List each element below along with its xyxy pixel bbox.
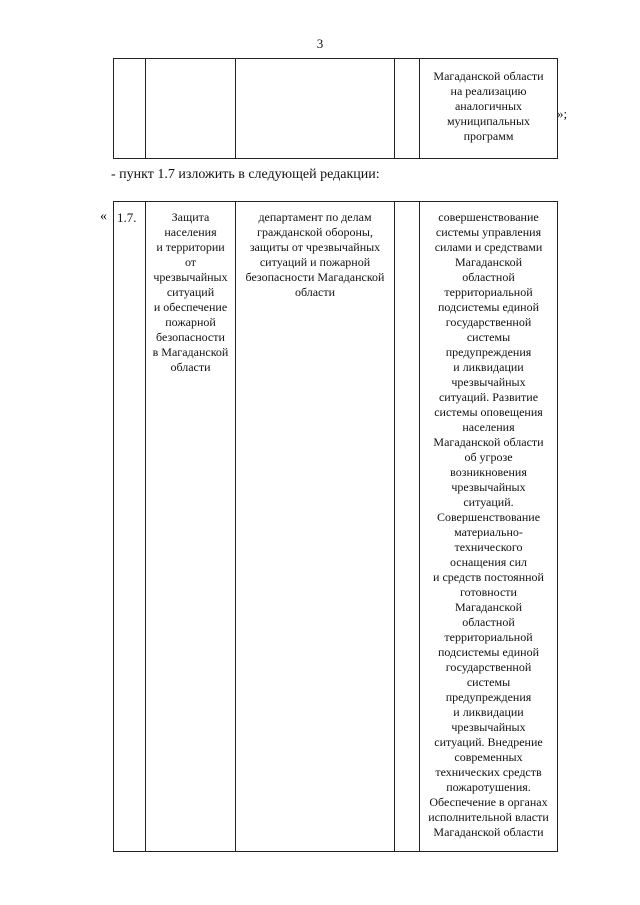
empty-number-cell	[114, 59, 146, 159]
continuation-table	[113, 58, 558, 159]
empty-name-cell	[146, 59, 236, 159]
empty-narrow-cell	[395, 202, 420, 852]
empty-narrow-cell	[395, 59, 420, 159]
item-name-cell: Защита населения и территории от чрезвычайных ситуаций и обеспечение пожарной безопасности в Магаданской области	[146, 202, 236, 852]
closing-quote-mark: »;	[557, 106, 568, 121]
empty-organization-cell	[236, 59, 395, 159]
description-cell: Магаданской области на реализацию аналогичных муниципальных программ	[420, 59, 558, 159]
page-number: 3	[316, 36, 324, 51]
instruction-paragraph: - пункт 1.7 изложить в следующей редакции:	[111, 167, 380, 182]
description-cell: совершенствование системы управления силами и средствами Магаданской областной территориальной подсистемы единой государственной системы предупреждения и ликвидации чрезвычайных ситуаций. Развитие системы оповещения населения Магаданской области об угрозе возникновения чрезвычайных ситуаций. Совершенствование материально- технического оснащения сил и средств постоянной готовности Магаданской областной территориальной подсистемы единой государственной системы предупреждения и ликвидации чрезвычайных ситуаций. Внедрение современных технических средств пожаротушения. Обеспечение в органах исполнительной власти Магаданской области	[420, 202, 558, 852]
opening-quote-mark: «	[100, 209, 107, 224]
responsible-organization-cell: департамент по делам гражданской обороны, защиты от чрезвычайных ситуаций и пожарной безопасности Магаданской области	[236, 202, 395, 852]
item-number-cell: 1.7.	[114, 202, 146, 852]
item-1-7-table	[113, 201, 558, 852]
